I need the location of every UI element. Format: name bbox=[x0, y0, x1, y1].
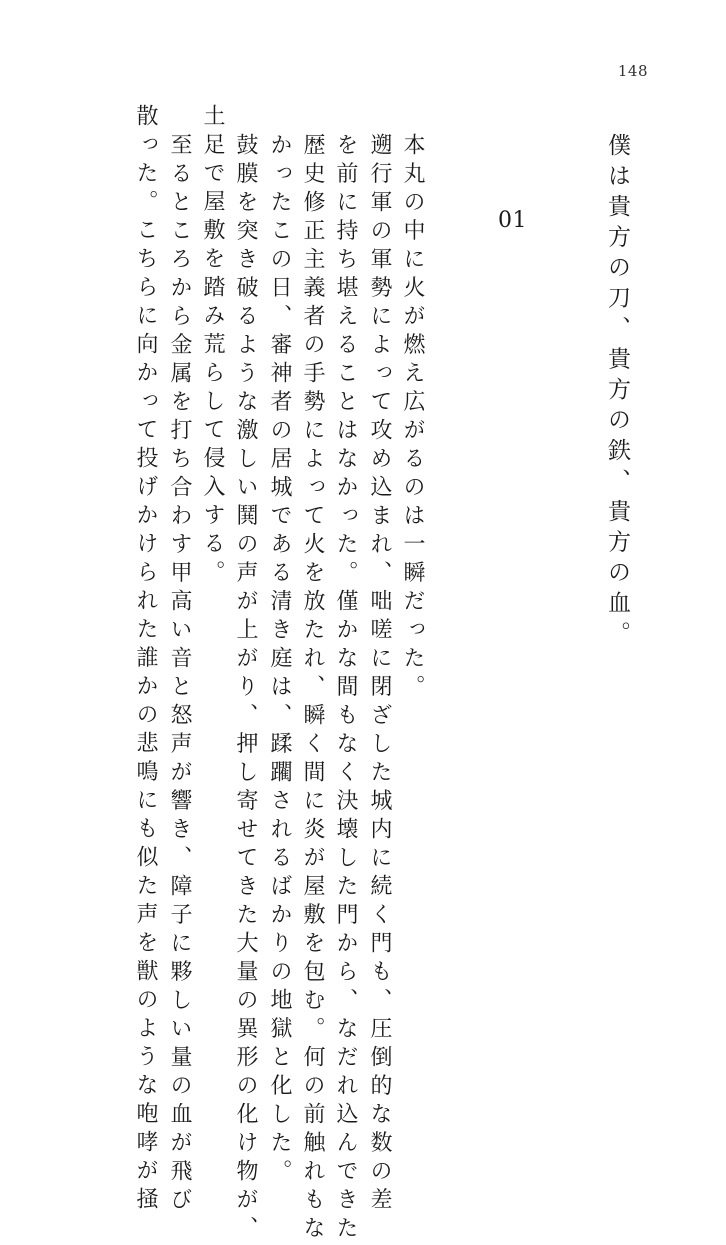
body-line-7: 土足で屋敷を踏み荒らして侵入する。 bbox=[200, 104, 225, 589]
body-line-3: を前に持ち堪えることはなかった。僅かな間もなく決壊した門から、なだれ込んできた bbox=[333, 133, 358, 1245]
chapter-number: 01 bbox=[498, 208, 527, 233]
body-line-2: 遡行軍の軍勢によって攻め込まれ、咄嗟に閉ざした城内に続く門も、圧倒的な数の差 bbox=[367, 133, 392, 1216]
body-line-9: 散った。こちらに向かって投げかけられた誰かの悲鳴にも似た声を獣のような咆哮が掻 bbox=[133, 104, 158, 1216]
body-line-6: 鼓膜を突き破るような激しい鬨の声が上がり、押し寄せてきた大量の異形の化け物が、 bbox=[233, 133, 258, 1245]
page-number: 148 bbox=[617, 62, 648, 80]
body-line-8: 至るところから金属を打ち合わす甲高い音と怒声が響き、障子に夥しい量の血が飛び bbox=[167, 133, 192, 1216]
body-line-5: かったこの日、審神者の居城である清き庭は、蹂躙されるばかりの地獄と化した。 bbox=[267, 133, 292, 1188]
body-line-4: 歴史修正主義者の手勢によって火を放たれ、瞬く間に炎が屋敷を包む。何の前触れもな bbox=[300, 133, 325, 1245]
chapter-title: 僕は貴方の刀、貴方の鉄、貴方の血。 bbox=[604, 133, 630, 652]
body-line-1: 本丸の中に火が燃え広がるのは一瞬だった。 bbox=[400, 133, 425, 703]
